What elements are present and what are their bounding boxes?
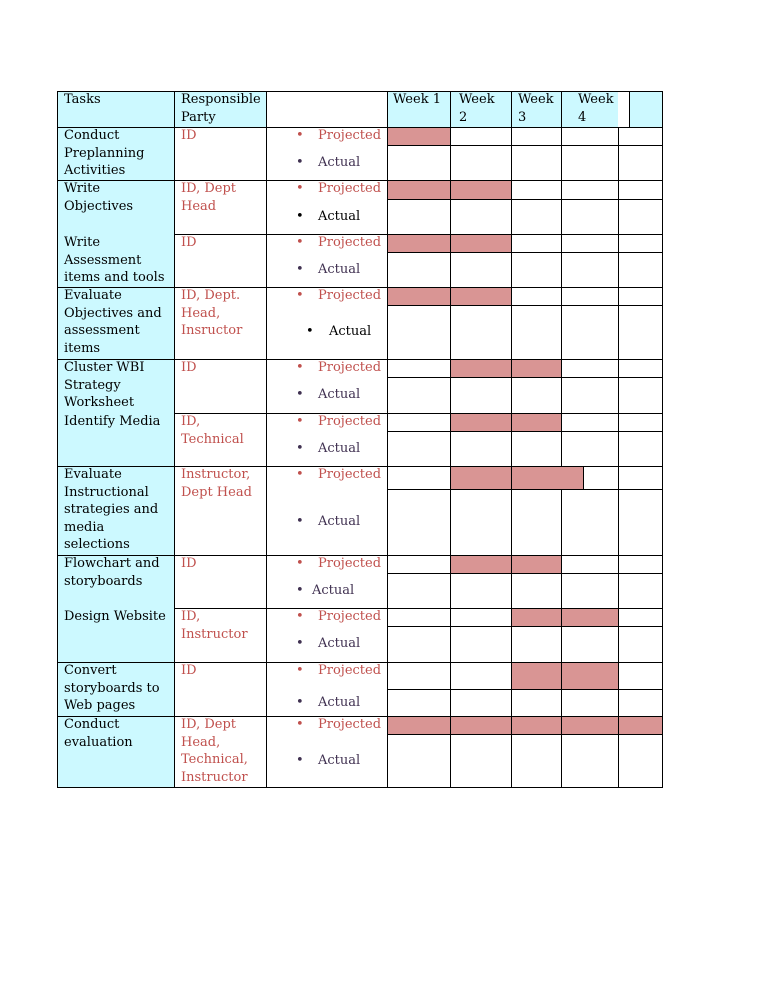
task-name: items (64, 340, 101, 356)
actual-label: Actual (318, 694, 361, 710)
task-name: storyboards to (64, 680, 160, 696)
projected-bar-week-2 (450, 359, 511, 377)
header-tasks: Tasks (64, 92, 101, 107)
grid-line (561, 91, 562, 467)
task-name: Worksheet (64, 395, 135, 410)
projected-bar-week-1 (387, 180, 450, 199)
projected-label: Projected (318, 235, 382, 250)
actual-bullet: • (296, 440, 304, 456)
projected-label: Projected (318, 181, 382, 196)
task-name: Flowchart and (64, 556, 160, 571)
actual-label: Actual (318, 154, 361, 170)
responsible-party: ID, Dept (181, 181, 237, 196)
projected-bar-week-1 (387, 127, 450, 145)
task-name: Objectives (64, 198, 134, 214)
table-left-border (57, 91, 58, 788)
grid-line (387, 377, 663, 378)
responsible-party: ID (181, 663, 197, 678)
responsible-party: Instructor, (181, 467, 251, 482)
grid-line (387, 689, 663, 690)
projected-bar-week-1 (387, 287, 450, 305)
task-name: Write (64, 181, 101, 196)
task-name: Conduct (64, 128, 120, 143)
task-name: Activities (64, 163, 126, 178)
grid-line (561, 489, 562, 788)
task-name: Cluster WBI (64, 360, 145, 375)
task-name: Design Website (64, 609, 166, 624)
responsible-party: ID, (181, 414, 201, 429)
task-name: Objectives and (64, 305, 162, 321)
responsible-party: ID, Dept. (181, 288, 241, 303)
projected-bar-week-2 (450, 466, 511, 489)
actual-bullet: • (296, 636, 304, 651)
projected-bar-week-3 (511, 466, 583, 489)
actual-bullet: • (296, 208, 304, 224)
responsible-party: ID (181, 128, 197, 143)
projected-bar-week-2 (450, 287, 511, 305)
header-row-fill-end (629, 91, 662, 127)
header-week-3-line-1: 3 (518, 109, 527, 125)
responsible-party: Instructor (181, 626, 248, 642)
header-week-3-line-0: Week (518, 92, 554, 107)
actual-label: Actual (318, 387, 361, 402)
grid-line (583, 466, 584, 490)
grid-line (387, 431, 663, 432)
projected-bar-week-2 (450, 716, 511, 734)
actual-label: Actual (318, 208, 361, 224)
grid-line (266, 91, 267, 788)
header-responsible-party-line-1: Party (181, 109, 216, 125)
projected-bar-week-3 (511, 413, 561, 431)
projected-bullet: • (296, 609, 304, 624)
projected-label: Projected (318, 288, 382, 303)
grid-line (174, 413, 663, 414)
actual-label: Actual (318, 752, 361, 768)
responsible-party: ID, (181, 609, 201, 624)
grid-line (618, 127, 619, 788)
grid-line (387, 626, 663, 627)
projected-bar-week-4 (561, 608, 618, 626)
actual-bullet: • (296, 387, 304, 402)
grid-line (174, 91, 175, 788)
actual-bullet: • (296, 752, 304, 768)
responsible-party: ID, Dept (181, 717, 237, 732)
grid-line (387, 734, 663, 735)
responsible-party: Head (181, 198, 217, 214)
grid-line (174, 608, 663, 609)
grid-line (387, 305, 663, 306)
responsible-party: Instructor (181, 769, 248, 785)
task-name: Strategy (64, 377, 121, 393)
actual-label: Actual (318, 261, 361, 277)
header-bottom-border (57, 127, 663, 128)
actual-label: Actual (318, 440, 361, 456)
grid-line (57, 716, 663, 717)
projected-bar-week-5 (618, 716, 662, 734)
task-name: media (64, 519, 105, 535)
task-name: Write (64, 235, 101, 250)
task-name: Preplanning (64, 145, 145, 161)
projected-bar-week-1 (387, 716, 450, 734)
grid-line (174, 234, 663, 235)
projected-label: Projected (318, 128, 382, 143)
projected-bar-week-2 (450, 413, 511, 431)
projected-bar-week-1 (387, 234, 450, 252)
projected-bar-week-3 (511, 555, 561, 573)
actual-bullet: • (296, 514, 304, 529)
grid-line (387, 199, 663, 200)
actual-label: Actual (329, 324, 372, 339)
projected-label: Projected (318, 360, 382, 375)
responsible-party: Head, (181, 305, 221, 321)
actual-label: Actual (318, 636, 361, 651)
projected-label: Projected (318, 663, 382, 678)
task-name: Evaluate (64, 467, 122, 482)
task-name: Identify Media (64, 414, 161, 429)
projected-label: Projected (318, 467, 382, 482)
actual-bullet: • (306, 324, 314, 339)
responsible-party: ID (181, 556, 197, 571)
grid-line (57, 555, 663, 556)
header-week-1: Week 1 (393, 92, 441, 107)
table-right-border (662, 91, 663, 788)
header-week-4-line-0: Week (578, 92, 614, 107)
projected-bar-week-2 (450, 555, 511, 573)
task-name: Conduct (64, 717, 120, 732)
projected-bullet: • (296, 288, 304, 303)
projected-bullet: • (296, 556, 304, 571)
task-name: Evaluate (64, 288, 122, 303)
table-top-border (57, 91, 663, 92)
header-responsible-party-line-0: Responsible (181, 92, 261, 107)
task-name: Assessment (64, 252, 142, 268)
projected-label: Projected (318, 414, 382, 429)
projected-bullet: • (296, 181, 304, 196)
task-name: assessment (64, 323, 140, 338)
projected-bullet: • (296, 717, 304, 732)
grid-line (387, 573, 663, 574)
table-bottom-border (57, 787, 663, 788)
responsible-party: Technical, (181, 752, 248, 767)
projected-label: Projected (318, 556, 382, 571)
task-name: Instructional (64, 484, 149, 500)
projected-bar-week-2 (450, 180, 511, 199)
projected-bar-week-4 (561, 716, 618, 734)
grid-line (57, 287, 663, 288)
grid-line (57, 662, 663, 663)
projected-bar-week-3 (511, 716, 561, 734)
projected-bar-week-3 (511, 359, 561, 377)
actual-label: Actual (318, 514, 361, 529)
grid-line (57, 359, 663, 360)
projected-bullet: • (296, 235, 304, 250)
projected-bar-week-4 (561, 662, 618, 689)
projected-label: Projected (318, 609, 382, 624)
grid-line (57, 180, 663, 181)
actual-bullet: • (296, 261, 304, 277)
header-week-2-line-1: 2 (459, 109, 468, 125)
grid-line (387, 91, 388, 788)
projected-bullet: • (296, 467, 304, 482)
actual-bullet: • (296, 694, 304, 710)
actual-bullet: • (296, 154, 304, 170)
responsible-party: ID (181, 235, 197, 250)
responsible-party: Insructor (181, 323, 243, 338)
responsible-party: Dept Head (181, 484, 252, 500)
header-week-2-line-0: Week (459, 92, 495, 107)
task-name: items and tools (64, 270, 165, 285)
projected-bullet: • (296, 663, 304, 678)
projected-bullet: • (296, 128, 304, 143)
grid-line (629, 91, 630, 128)
responsible-party: Head, (181, 734, 221, 750)
grid-line (387, 489, 663, 490)
header-week-4-line-1: 4 (578, 109, 587, 125)
actual-bullet: • (296, 582, 304, 598)
task-name: Web pages (64, 698, 136, 713)
actual-label: Actual (312, 582, 355, 598)
task-name: Convert (64, 663, 117, 678)
projected-bar-week-3 (511, 608, 561, 626)
projected-bar-week-3 (511, 662, 561, 689)
task-name: evaluation (64, 734, 133, 750)
projected-bullet: • (296, 360, 304, 375)
grid-line (387, 145, 663, 146)
task-name: strategies and (64, 502, 159, 517)
grid-line (450, 91, 451, 788)
projected-bar-week-2 (450, 234, 511, 252)
responsible-party: Technical (181, 431, 244, 447)
projected-bullet: • (296, 414, 304, 429)
grid-line (387, 252, 663, 253)
grid-line (57, 466, 663, 467)
grid-line (511, 91, 512, 788)
task-name: storyboards (64, 573, 143, 589)
projected-label: Projected (318, 717, 382, 732)
responsible-party: ID (181, 360, 197, 375)
task-name: selections (64, 537, 130, 552)
